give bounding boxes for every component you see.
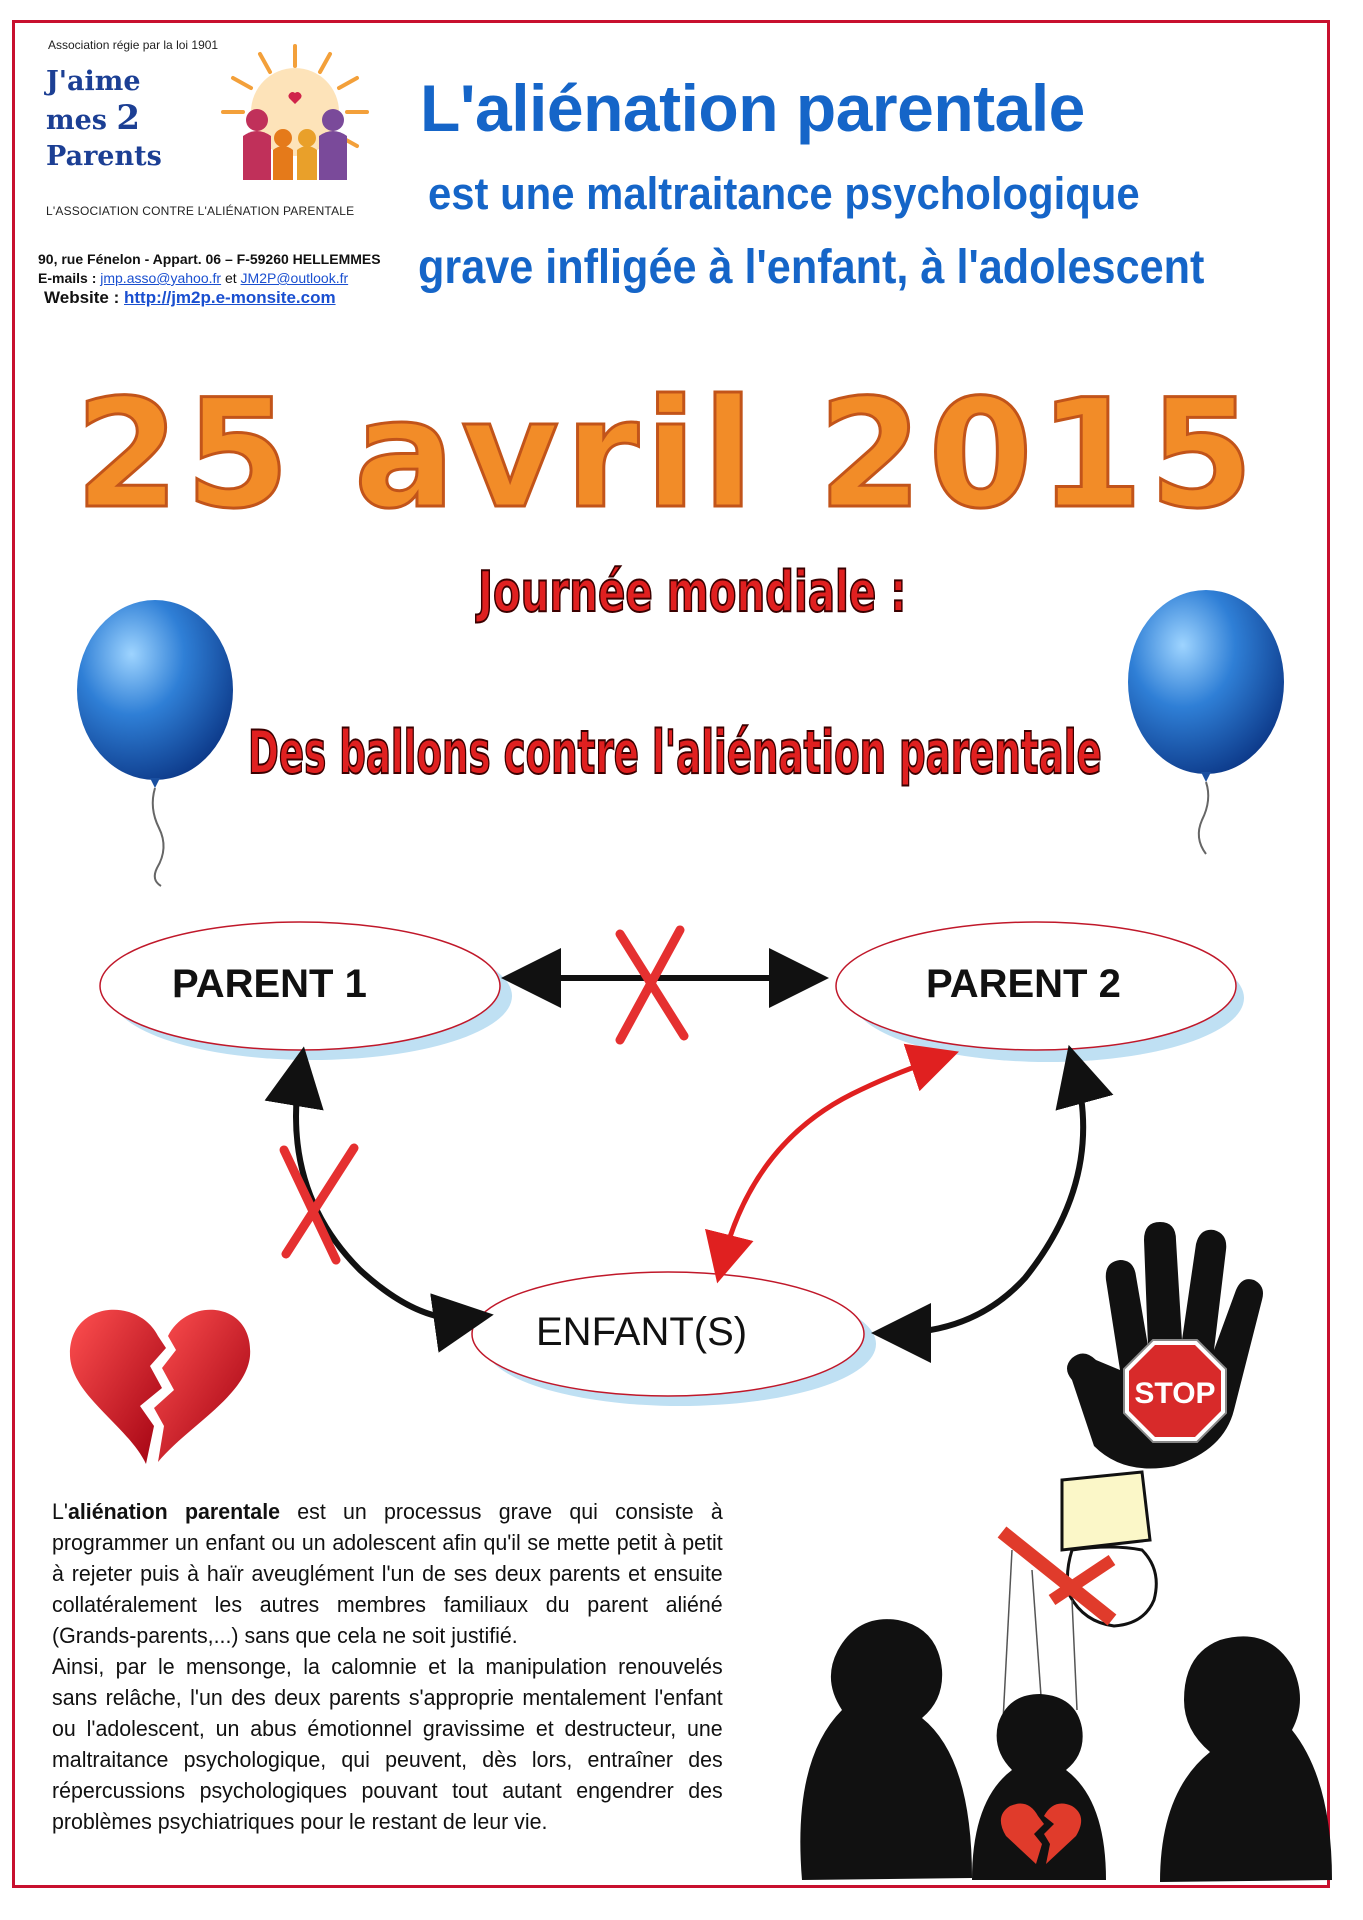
stop-sign-icon (1120, 1336, 1230, 1446)
paragraph-2: Ainsi, par le mensonge, la calomnie et la manipulation renouvelés sans relâche, l'un des deux parents s'approprie mentalement l'enfant ou l'adolescent, un abus émotionnel gravissime et destructeur, une maltraitance psychologique, qui peuvent, dès lors, entraîner des répercussions psychologiques pouvant tout autant engendrer des problèmes psychiatriques pour le restant de leur vie. (52, 1654, 723, 1834)
address: 90, rue Fénelon - Appart. 06 – F-59260 HELLEMMES (38, 251, 381, 267)
cross-parents-icon (620, 930, 684, 1040)
description-text (52, 1496, 723, 1837)
logo-line-2: mes 2 (46, 98, 141, 138)
enfants-label: ENFANT(S) (536, 1310, 748, 1354)
logo-line-3: Parents (46, 141, 162, 172)
parent2-child-arrow (895, 1068, 1083, 1333)
paragraph-1: L'aliénation parentale est un processus grave qui consiste à programmer un enfant ou un adolescent afin qu'il se mette petit à petit à rejeter puis à haïr aveuglément l'un de ses deux parents et ensuite collatéralement les autres membres familiaux du parent aliéné (Grands-parents,...) sans que cela ne soit justifié. (52, 1499, 723, 1648)
page-title: L'aliénation parentale (420, 71, 1085, 145)
event-line-2: Des ballons contre l'aliénation parentale (248, 718, 1102, 788)
family-manipulation-illustration (772, 1470, 1332, 1890)
logo-line-1: J'aime (46, 66, 141, 97)
website-link[interactable]: http://jm2p.e-monsite.com (124, 288, 336, 307)
association-tagline: L'ASSOCIATION CONTRE L'ALIÉNATION PARENTALE (46, 204, 355, 218)
email-link-1[interactable]: jmp.asso@yahoo.fr (100, 270, 222, 286)
parent-2-label: PARENT 2 (926, 962, 1121, 1006)
emails-line: E-mails : jmp.asso@yahoo.fr et JM2P@outlook.fr (38, 270, 349, 286)
subtitle-2: grave infligée à l'enfant, à l'adolescent (418, 241, 1205, 294)
website-line: Website : http://jm2p.e-monsite.com (44, 288, 336, 307)
event-line-1: Journée mondiale : (478, 560, 907, 625)
alienation-arrow (722, 1058, 940, 1264)
stop-sign-label: STOP (1134, 1377, 1216, 1410)
email-link-2[interactable]: JM2P@outlook.fr (240, 270, 349, 286)
cross-parent1-icon (284, 1148, 354, 1260)
broken-heart-icon (58, 1296, 258, 1466)
legal-note: Association régie par la loi 1901 (48, 38, 219, 52)
event-date: 25 avril 2015 (75, 368, 1260, 542)
subtitle-1: est une maltraitance psychologique (428, 168, 1140, 219)
parent-1-label: PARENT 1 (172, 962, 367, 1006)
